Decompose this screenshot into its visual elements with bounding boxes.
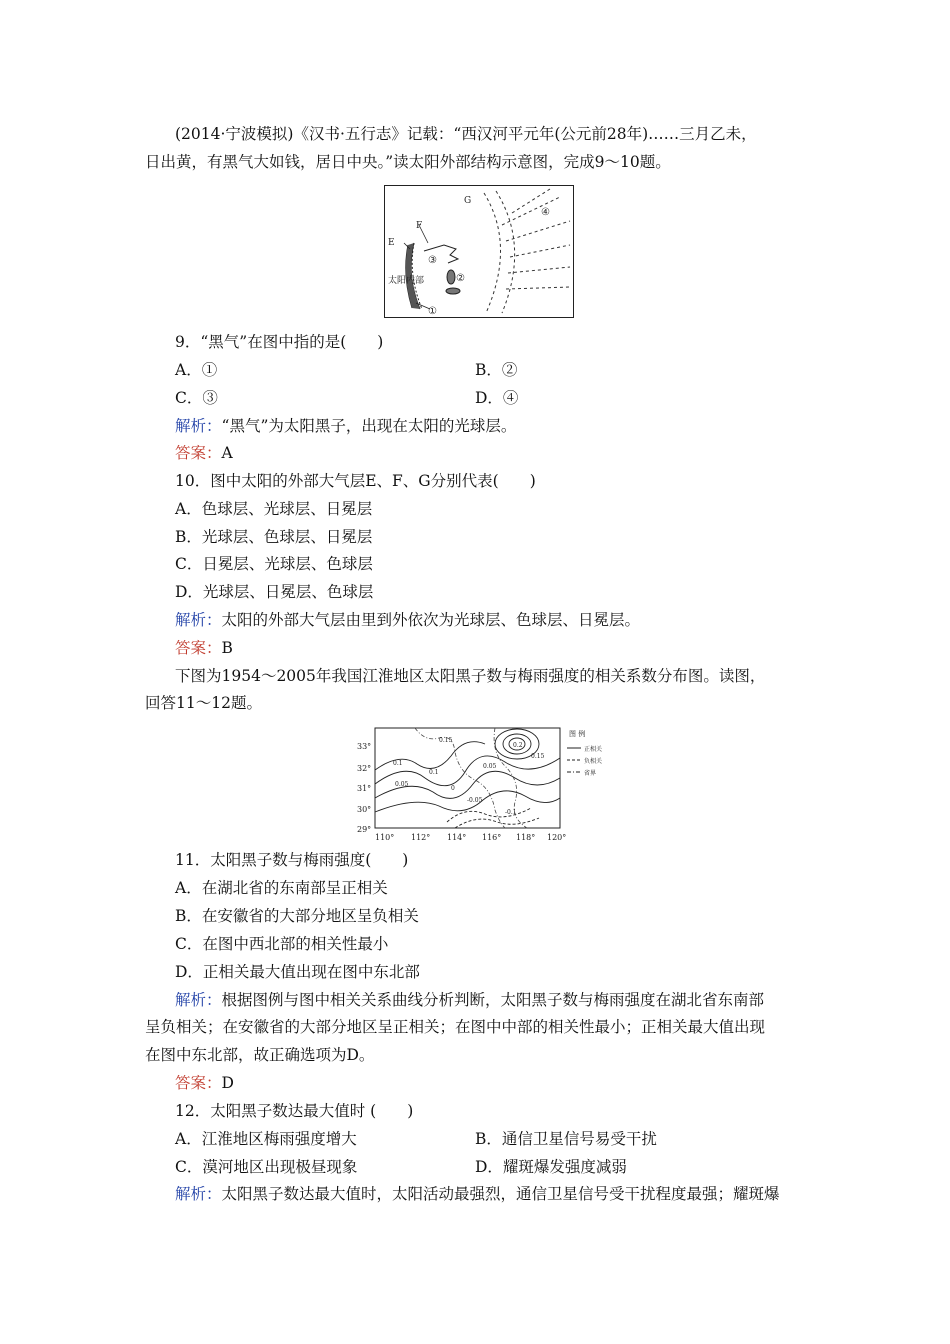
analysis-label: 解析： <box>175 417 222 435</box>
q10-option-b: B．光球层、色球层、日冕层 <box>175 528 373 546</box>
q12-analysis <box>175 1184 780 1204</box>
label-circle-1: ① <box>428 306 437 317</box>
q11-analysis-line2: 呈负相关；在安徽省的大部分地区呈正相关；在图中中部的相关性最小；正相关最大值出现 <box>145 1018 766 1036</box>
q12-option-b: B．通信卫星信号易受干扰 <box>475 1130 657 1148</box>
q9-option-c: C．③ <box>175 389 218 407</box>
legend-positive: 正相关 <box>584 746 603 753</box>
lat-label: 31° <box>357 784 372 793</box>
lon-label: 118° <box>516 833 536 842</box>
q11-answer <box>175 1073 234 1093</box>
analysis-text: 根据图例与图中相关关系曲线分析判断，太阳黑子数与梅雨强度在湖北省东南部 <box>221 991 765 1009</box>
contour-label: -0.05 <box>467 797 483 804</box>
lat-label: 33° <box>357 742 372 751</box>
lon-label: 110° <box>375 833 395 842</box>
lat-label: 29° <box>357 825 372 834</box>
lon-label: 116° <box>482 833 502 842</box>
legend-title: 图 例 <box>569 730 586 738</box>
answer-label: 答案： <box>175 1074 222 1092</box>
contour-label: -0.1 <box>505 809 517 816</box>
contour-label: 0.15 <box>439 737 453 744</box>
contour-label: 0.05 <box>395 781 409 788</box>
intro2-line1: 下图为1954～2005年我国江淮地区太阳黑子数与梅雨强度的相关系数分布图。读图， <box>175 667 766 685</box>
q11-stem: 11．太阳黑子数与梅雨强度( ) <box>175 851 409 869</box>
label-circle-2: ② <box>456 273 465 284</box>
q11-option-d: D．正相关最大值出现在图中东北部 <box>175 963 420 981</box>
contour-label: 0.2 <box>513 742 523 749</box>
q11-option-a: A．在湖北省的东南部呈正相关 <box>175 879 388 897</box>
q11-analysis-line1 <box>175 990 764 1010</box>
q10-option-d: D．光球层、日冕层、色球层 <box>175 583 374 601</box>
legend-boundary: 省界 <box>584 770 597 777</box>
lat-label: 32° <box>357 764 372 773</box>
label-f: F <box>416 221 423 231</box>
correlation-map-figure <box>355 722 605 844</box>
legend-negative: 负相关 <box>584 758 603 765</box>
label-interior: 太阳内部 <box>388 276 425 286</box>
lon-label: 120° <box>547 833 567 842</box>
intro1-line2: 日出黄，有黑气大如钱，居日中央。”读太阳外部结构示意图，完成9～10题。 <box>145 153 671 171</box>
answer-label: 答案： <box>175 444 222 462</box>
answer-value: D <box>221 1074 234 1092</box>
q11-analysis-line3: 在图中东北部，故正确选项为D。 <box>145 1046 375 1064</box>
sun-structure-figure <box>384 185 574 318</box>
q9-stem: 9．“黑气”在图中指的是( ) <box>175 333 384 351</box>
analysis-label: 解析： <box>175 1185 222 1203</box>
q12-option-a: A．江淮地区梅雨强度增大 <box>175 1130 357 1148</box>
q9-option-b: B．② <box>475 361 518 379</box>
label-g: G <box>464 196 472 206</box>
q11-option-c: C．在图中西北部的相关性最小 <box>175 935 389 953</box>
intro2-line2: 回答11～12题。 <box>145 694 262 712</box>
contour-label: 0.05 <box>483 763 497 770</box>
label-e: E <box>388 238 395 248</box>
analysis-text: 太阳黑子数达最大值时，太阳活动最强烈，通信卫星信号受干扰程度最强；耀斑爆 <box>221 1185 780 1203</box>
q9-analysis <box>175 416 516 436</box>
label-circle-4: ④ <box>541 207 550 218</box>
analysis-label: 解析： <box>175 991 222 1009</box>
analysis-label: 解析： <box>175 611 222 629</box>
analysis-text: “黑气”为太阳黑子，出现在太阳的光球层。 <box>221 417 517 435</box>
contour-label: 0.1 <box>429 769 439 776</box>
q9-option-a: A．① <box>175 361 218 379</box>
q9-answer <box>175 443 233 463</box>
q10-analysis <box>175 610 640 630</box>
lat-label: 30° <box>357 805 372 814</box>
q10-stem: 10．图中太阳的外部大气层E、F、G分别代表( ) <box>175 472 536 490</box>
q11-option-b: B．在安徽省的大部分地区呈负相关 <box>175 907 419 925</box>
label-circle-3: ③ <box>428 255 437 266</box>
q10-option-c: C．日冕层、光球层、色球层 <box>175 555 373 573</box>
lon-label: 114° <box>447 833 467 842</box>
q12-stem: 12．太阳黑子数达最大值时 ( ) <box>175 1102 414 1120</box>
contour-label: 0.15 <box>531 753 545 760</box>
analysis-text: 太阳的外部大气层由里到外依次为光球层、色球层、日冕层。 <box>221 611 641 629</box>
q12-option-c: C．漠河地区出现极昼现象 <box>175 1158 358 1176</box>
q10-option-a: A．色球层、光球层、日冕层 <box>175 500 373 518</box>
answer-value: B <box>221 639 233 657</box>
q12-option-d: D．耀斑爆发强度减弱 <box>475 1158 627 1176</box>
lon-label: 112° <box>411 833 431 842</box>
q10-answer <box>175 638 233 658</box>
answer-value: A <box>221 444 233 462</box>
intro1-line1: (2014·宁波模拟)《汉书·五行志》记载：“西汉河平元年(公元前28年)……三月乙未， <box>175 125 757 143</box>
contour-label: 0 <box>451 785 455 792</box>
answer-label: 答案： <box>175 639 222 657</box>
contour-label: 0.1 <box>393 760 403 767</box>
q9-option-d: D．④ <box>475 389 519 407</box>
